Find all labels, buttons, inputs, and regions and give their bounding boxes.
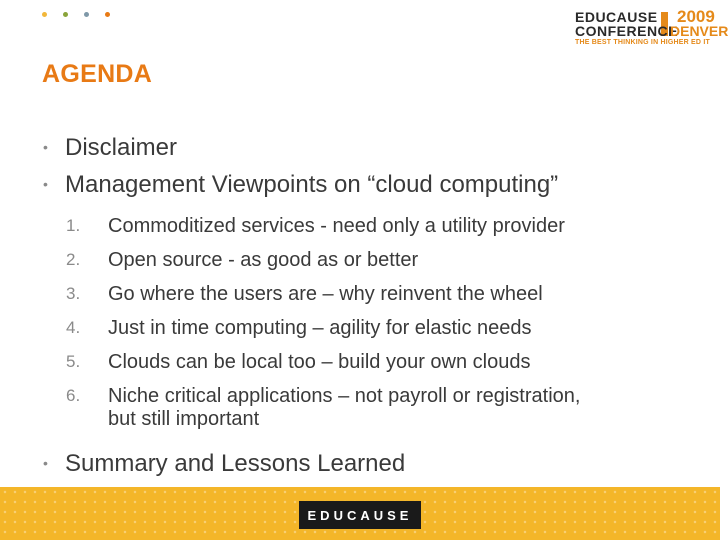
item-text: Niche critical applications – not payroll or registration,	[108, 385, 581, 407]
numbered-item	[66, 277, 580, 311]
bullet-text: Summary and Lessons Learned	[65, 450, 406, 477]
logo-city: DENVER	[670, 23, 728, 39]
decorative-dots	[42, 12, 110, 17]
numbered-item	[66, 311, 580, 345]
item-number: 5.	[66, 352, 81, 371]
bullet-mark: •	[43, 138, 48, 155]
numbered-list	[66, 209, 580, 429]
logo-line2: CONFERENCE	[575, 23, 679, 39]
bullet-text: Disclaimer	[65, 134, 178, 161]
item-text: Clouds can be local too – build your own clouds	[108, 351, 531, 373]
bullet-item	[43, 450, 405, 478]
bullet-mark: •	[43, 454, 48, 471]
numbered-item-continuation: but still important	[108, 408, 260, 430]
item-text: Just in time computing – agility for elastic needs	[108, 317, 532, 339]
item-number: 1.	[66, 216, 81, 235]
bullet-text: Management Viewpoints on “cloud computing”	[65, 171, 559, 198]
logo-tagline: THE BEST THINKING IN HIGHER ED IT	[575, 39, 710, 46]
numbered-item	[66, 243, 580, 277]
bullet-item	[43, 134, 177, 162]
dot-1	[42, 12, 47, 17]
item-text: Commoditized services - need only a utility provider	[108, 215, 565, 237]
dot-4	[105, 12, 110, 17]
numbered-item	[66, 345, 580, 379]
item-number: 4.	[66, 318, 81, 337]
item-text: Open source - as good as or better	[108, 249, 419, 271]
bullet-mark: •	[43, 175, 48, 192]
item-number: 6.	[66, 386, 81, 405]
dot-2	[63, 12, 68, 17]
item-number: 2.	[66, 250, 81, 269]
footer-logo: EDUCAUSE	[299, 501, 421, 529]
item-number: 3.	[66, 284, 81, 303]
item-text: Go where the users are – why reinvent the wheel	[108, 283, 543, 305]
logo-line1: EDUCAUSE	[575, 9, 658, 25]
dot-3	[84, 12, 89, 17]
logo-year: 2009	[677, 7, 715, 26]
conference-logo	[575, 7, 728, 47]
numbered-item	[66, 209, 580, 243]
slide-title: AGENDA	[42, 60, 153, 88]
bullet-item	[43, 171, 558, 199]
